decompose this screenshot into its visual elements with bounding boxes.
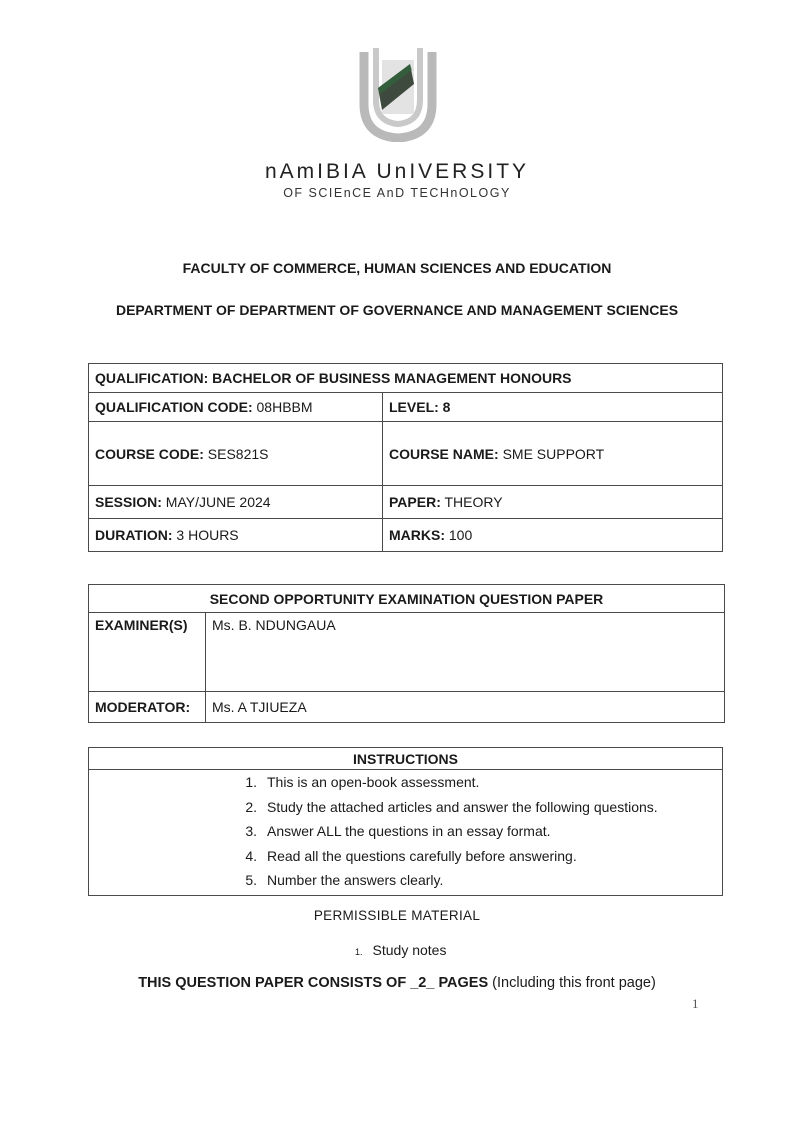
duration-label: DURATION:: [95, 527, 173, 543]
qual-code-label: QUALIFICATION CODE:: [95, 399, 253, 415]
qualification-cell: [89, 364, 723, 393]
permissible-item: [355, 942, 446, 958]
qual-code-row: [89, 393, 723, 422]
session-cell: [89, 486, 383, 519]
qualification-value: BACHELOR OF BUSINESS MANAGEMENT HONOURS: [212, 370, 572, 386]
permissible-title: PERMISSIBLE MATERIAL: [313, 908, 481, 923]
instructions-body: [89, 770, 723, 896]
permissible-item-number: 1.: [355, 947, 363, 957]
qual-code-value: 08HBBM: [256, 399, 313, 415]
list-item: 1. This is an open-book assessment.: [245, 774, 480, 790]
permissible-item-text: Study notes: [372, 942, 447, 958]
session-row: [89, 486, 723, 519]
examiner-label: EXAMINER(S): [89, 613, 206, 692]
marks-cell: [383, 519, 723, 552]
qual-code-cell: [89, 393, 383, 422]
faculty-heading: FACULTY OF COMMERCE, HUMAN SCIENCES AND EDUCATION: [182, 260, 612, 276]
level-label: LEVEL:: [389, 399, 439, 415]
list-item: 4. Read all the questions carefully before answering.: [245, 847, 577, 864]
duration-cell: [89, 519, 383, 552]
instructions-title: INSTRUCTIONS: [89, 748, 723, 770]
page-count-rest: (Including this front page): [492, 975, 656, 991]
paper-cell: [383, 486, 723, 519]
course-name-label: COURSE NAME:: [389, 445, 499, 462]
page-number: 1: [692, 996, 699, 1011]
qualification-row: [89, 364, 723, 393]
exam-title: SECOND OPPORTUNITY EXAMINATION QUESTION PAPER: [89, 585, 725, 613]
examiner-table: [88, 584, 725, 723]
session-value: MAY/JUNE 2024: [165, 494, 271, 510]
paper-value: THEORY: [444, 494, 503, 510]
moderator-value: Ms. A TJIUEZA: [206, 692, 725, 723]
university-name: nAmIBIA UnIVERSITY: [264, 160, 530, 183]
duration-row: [89, 519, 723, 552]
qualification-label: QUALIFICATION:: [95, 370, 209, 386]
level-cell: [383, 393, 723, 422]
course-code-cell: [89, 422, 383, 486]
session-label: SESSION:: [95, 494, 162, 510]
marks-value: 100: [448, 527, 473, 543]
course-name-cell: [383, 422, 723, 486]
course-code-value: SES821S: [207, 445, 269, 462]
university-subtitle: OF SCIEnCE AnD TECHnOLOGY: [283, 186, 511, 200]
page-count-bold: THIS QUESTION PAPER CONSISTS OF _2_ PAGES: [138, 975, 489, 991]
list-item: 3. Answer ALL the questions in an essay format.: [245, 823, 551, 839]
university-logo: [352, 44, 444, 142]
instructions-table: [88, 747, 723, 896]
course-code-label: COURSE CODE:: [95, 445, 204, 462]
moderator-label: MODERATOR:: [89, 692, 206, 723]
duration-value: 3 HOURS: [176, 527, 239, 543]
course-name-value: SME SUPPORT: [502, 445, 605, 462]
page-count-note: [0, 975, 794, 991]
course-row: [89, 422, 723, 486]
list-item: 5. Number the answers clearly.: [245, 872, 444, 888]
department-heading: DEPARTMENT OF DEPARTMENT OF GOVERNANCE AND MANAGEMENT SCIENCES: [115, 302, 679, 318]
examiner-value: Ms. B. NDUNGAUA: [206, 613, 725, 692]
instructions-list: [89, 770, 722, 895]
marks-label: MARKS:: [389, 527, 445, 543]
paper-label: PAPER:: [389, 494, 441, 510]
list-item: 2. Study the attached articles and answer the following questions.: [245, 798, 658, 815]
course-details-table: [88, 363, 723, 552]
level-value: 8: [442, 399, 451, 415]
